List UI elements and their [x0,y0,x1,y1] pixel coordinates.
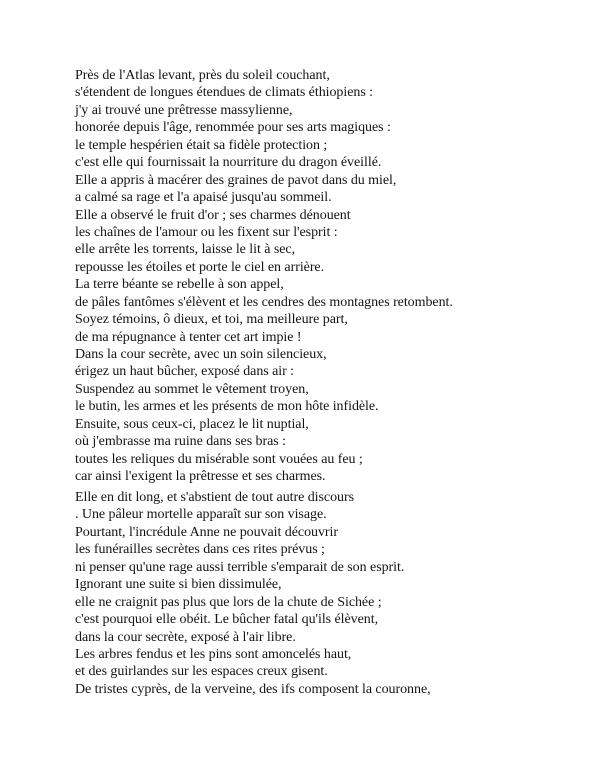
poem-line: où j'embrasse ma ruine dans ses bras : [75,434,286,450]
poem-line: repousse les étoiles et porte le ciel en arrière. [75,259,325,275]
poem-line: Dans la cour secrète, avec un soin silencieux, [75,347,327,362]
poem-line: Soyez témoins, ô dieux, et toi, ma meilleure part, [75,312,348,328]
poem-line: . Une pâleur mortelle apparaît sur son visage. [75,507,327,523]
poem-line: érigez un haut bûcher, exposé dans air : [75,364,295,380]
poem-line: Suspendez au sommet le vêtement troyen, [75,381,309,397]
poem-stanza-2 [75,489,585,698]
poem-line: honorée depuis l'âge, renommée pour ses arts magiques : [75,120,391,136]
poem-line: a calmé sa rage et l'a apaisé jusqu'au sommeil. [75,190,332,206]
poem-line: Elle a appris à macérer des graines de pavot dans du miel, [75,172,397,188]
poem-line: les chaînes de l'amour ou les fixent sur l'esprit : [75,224,338,240]
poem-line: Près de l'Atlas levant, près du soleil couchant, [75,68,330,83]
poem-line: Pourtant, l'incrédule Anne ne pouvait découvrir [75,524,338,540]
poem-line: Elle en dit long, et s'abstient de tout autre discours [75,490,354,505]
poem-line: ni penser qu'une rage aussi terrible s'emparait de son esprit. [75,559,405,575]
poem-line: La terre béante se rebelle à son appel, [75,277,284,293]
poem-line: Les arbres fendus et les pins sont amoncelés haut, [75,646,352,662]
poem-line: j'y ai trouvé une prêtresse massylienne, [75,102,293,118]
poem-stanza-1 [75,67,585,486]
poem-line: car ainsi l'exigent la prêtresse et ses charmes. [75,469,326,485]
poem-line: toutes les reliques du misérable sont vouées au feu ; [75,451,363,467]
poem-line: s'étendent de longues étendues de climats éthiopiens : [75,85,374,101]
poem-line: elle ne craignit pas plus que lors de la chute de Sichée ; [75,594,382,610]
poem-line: le temple hespérien était sa fidèle protection ; [75,137,328,153]
poem-line: de ma répugnance à tenter cet art impie ! [75,329,302,345]
poem-line: c'est pourquoi elle obéit. Le bûcher fatal qu'ils élèvent, [75,612,379,628]
poem-line: les funérailles secrètes dans ces rites prévus ; [75,542,325,558]
poem-line: De tristes cyprès, de la verveine, des ifs composent la couronne, [75,681,431,697]
poem-line: le butin, les armes et les présents de mon hôte infidèle. [75,399,379,415]
poem-line: dans la cour secrète, exposé à l'air libre. [75,629,296,645]
poem-line: c'est elle qui fournissait la nourriture du dragon éveillé. [75,155,382,171]
poem-line: elle arrête les torrents, laisse le lit à sec, [75,242,296,258]
poem-line: de pâles fantômes s'élèvent et les cendres des montagnes retombent. [75,294,453,310]
poem-line: Ignorant une suite si bien dissimulée, [75,577,282,593]
poem-line: et des guirlandes sur les espaces creux gisent. [75,664,328,680]
poem-line: Ensuite, sous ceux-ci, placez le lit nuptial, [75,416,309,432]
poem-line: Elle a observé le fruit d'or ; ses charmes dénouent [75,207,351,223]
